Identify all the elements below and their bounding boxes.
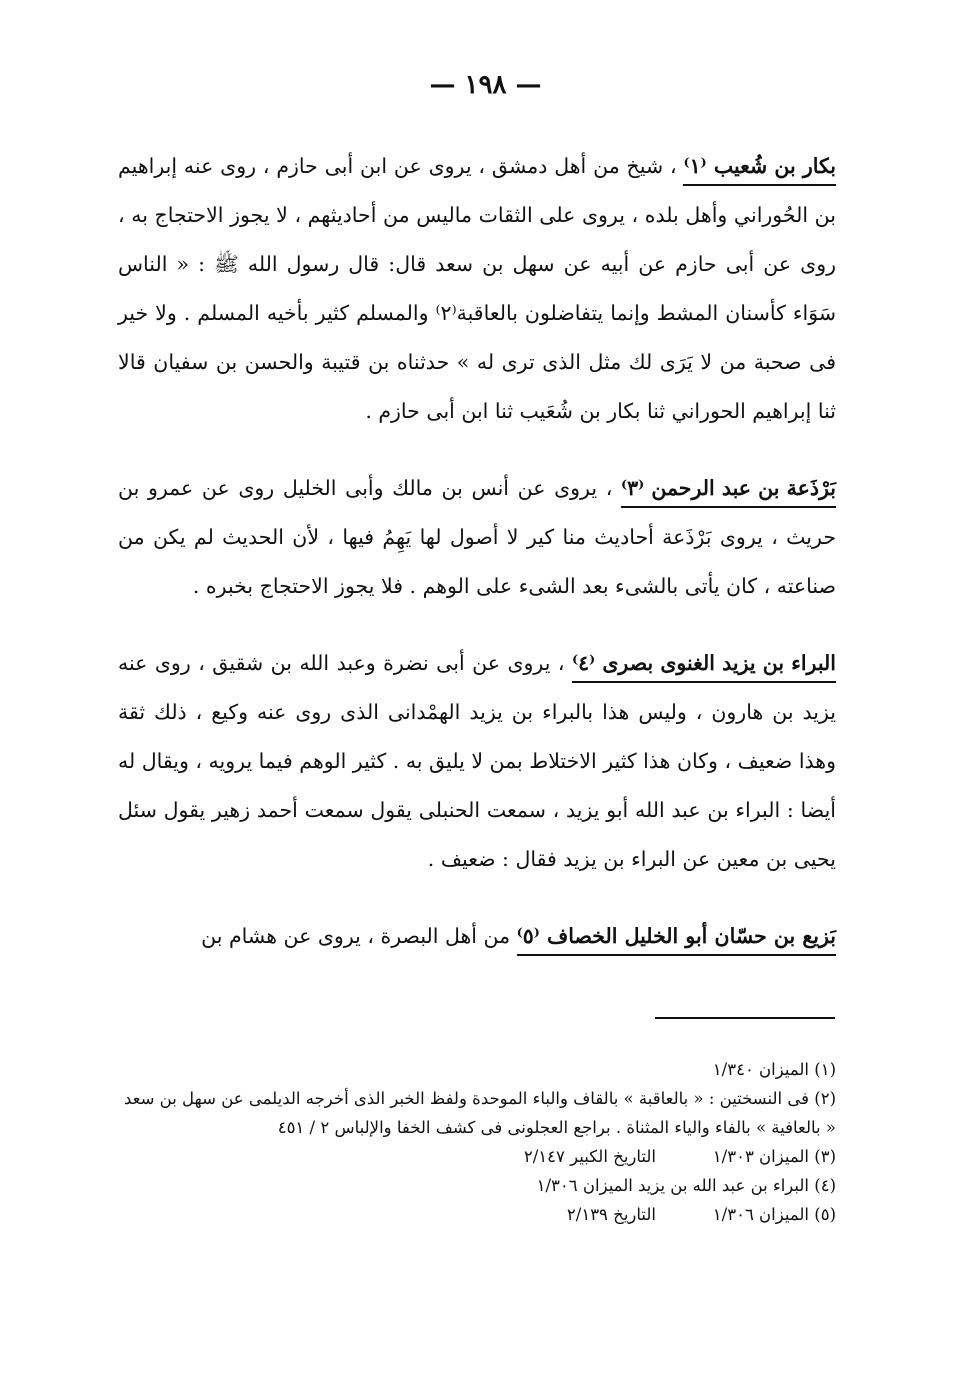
entry-albaraa xyxy=(118,639,836,884)
footnote-4: (٤) البراء بن عبد الله بن يزيد الميزان ١/٣٠٦ xyxy=(536,1176,836,1195)
entries-body xyxy=(118,142,836,961)
entry-headword: البراء بن يزيد الغنوى بصرى ⁽٤⁾ xyxy=(572,645,836,683)
footnote-5 xyxy=(118,1200,836,1229)
entry-text: ، شيخ من أهل دمشق ، يروى عن ابن أبى حازم ، روى عنه إبراهيم بن الحُوراني وأهل بلده ، يروى على الثقات ماليس من أحاديثهم ، لا يجوز الاحتجاج به ، روى عن أبى حازم عن أبيه عن سهل بن سعد قال: قال رسول الله ﷺ : « الناس سَوَاء كأسنان المشط وإنما يتفاضلون بالعاقبة⁽٢⁾ والمسلم كثير بأخيه المسلم . ولا خير فى صحبة من لا يَرَى لك مثل الذى ترى له » حدثناه بن قتيبة والحسن بن سفيان قالا ثنا إبراهيم الحوراني ثنا بكار بن شُعَيب ثنا ابن أبى حازم . xyxy=(118,154,837,423)
entry-headword: بكار بن شُعيب ⁽١⁾ xyxy=(683,148,836,186)
footnote-divider xyxy=(655,1017,835,1019)
footnotes xyxy=(118,1055,836,1229)
footnote-1: (١) الميزان ١/٣٤٠ xyxy=(712,1060,836,1079)
footnote-2: (٢) فى النسختين : « بالعاقبة » بالقاف والباء الموحدة ولفظ الخبر الذى أخرجه الديلمى عن سهل بن سعد « بالعافية » بالفاء والياء المثناة . براجع العجلونى فى كشف الخفا والإلباس ٢ / ٤٥١ xyxy=(123,1089,836,1137)
entry-headword: بَرْذَعة بن عبد الرحمن ⁽٣⁾ xyxy=(621,470,836,508)
footnote-3 xyxy=(118,1142,836,1171)
page-number: — ١٩٨ — xyxy=(429,70,542,100)
footnote-5-ref-b: التاريخ ٢/١٣٩ xyxy=(566,1205,656,1224)
footnote-5-ref-a: (٥) الميزان ١/٣٠٦ xyxy=(712,1205,836,1224)
entry-text: ، يروى عن أنس بن مالك وأبى الخليل روى عن عمرو بن حريث ، يروى بَرْذَعة أحاديث منا كير لا أصول لها يَهِمُ فيها ، لأن الحديث لم يكن من صناعته ، كان يأتى بالشىء بعد الشىء على الوهم . فلا يجوز الاحتجاج بخبره . xyxy=(118,476,836,598)
entry-headword: بَزيع بن حسّان أبو الخليل الخصاف ⁽٥⁾ xyxy=(517,918,836,956)
entry-bardhaa xyxy=(118,464,836,611)
footnote-3-ref-a: (٣) الميزان ١/٣٠٣ xyxy=(712,1147,836,1166)
entry-text: ، يروى عن أبى نضرة وعبد الله بن شقيق ، روى عنه يزيد بن هارون ، وليس هذا بالبراء بن يزيد الهمْدانى الذى روى عنه وكيع ، ذلك ثقة وهذا ضعيف ، وكان هذا كثير الاختلاط بمن لا يليق به . كثير الوهم فيما يرويه ، ويقال له أيضا : البراء بن عبد الله أبو يزيد ، سمعت الحنبلى يقول سمعت أحمد زهير يقول سئل يحيى بن معين عن البراء بن يزيد فقال : ضعيف . xyxy=(118,651,836,871)
entry-text: من أهل البصرة ، يروى عن هشام بن xyxy=(201,924,511,948)
entry-bakkar xyxy=(118,142,836,436)
footnote-3-ref-b: التاريخ الكبير ٢/١٤٧ xyxy=(523,1147,656,1166)
entry-bazi xyxy=(118,912,836,961)
